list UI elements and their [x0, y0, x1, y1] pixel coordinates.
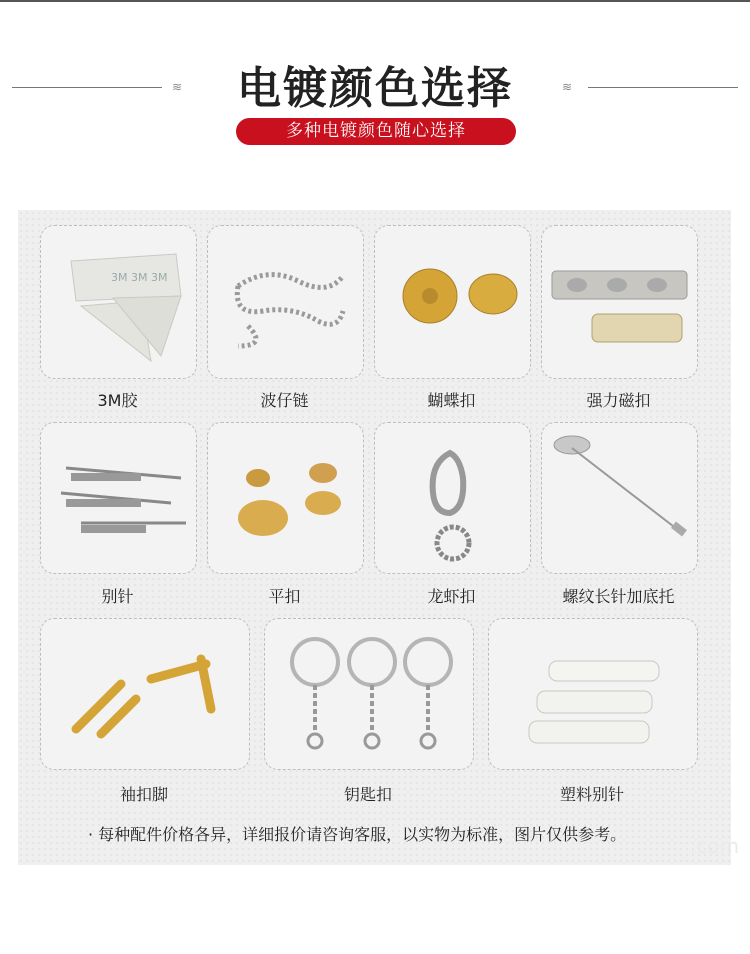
plastic-pin-image: [489, 619, 697, 769]
lobster-clasp-image: [375, 423, 530, 573]
card-stick-pin: [541, 422, 698, 574]
subtitle-badge: 多种电镀颜色随心选择: [236, 118, 516, 145]
label-safety-pin: 别针: [101, 587, 134, 606]
watermark: .com: [690, 834, 740, 858]
label-flat-clutch: 平扣: [268, 587, 301, 606]
svg-text:3M 3M 3M: 3M 3M 3M: [111, 271, 168, 284]
card-butterfly-clutch: [374, 225, 531, 379]
cufflink-base-image: [41, 619, 249, 769]
right-wave-icon: ≋: [562, 80, 573, 94]
stick-pin-image: [542, 423, 697, 573]
butterfly-clutch-image: [375, 226, 530, 378]
card-cufflink-base: [40, 618, 250, 770]
label-butterfly-clutch: 蝴蝶扣: [427, 391, 476, 410]
label-3m-adhesive: 3M胶: [97, 391, 138, 410]
label-lobster-clasp: 龙虾扣: [427, 587, 476, 606]
card-magnetic-clasp: [541, 225, 698, 379]
safety-pin-image: [41, 423, 196, 573]
label-plastic-pin: 塑料别针: [559, 785, 624, 804]
card-ball-chain: [207, 225, 364, 379]
card-flat-clutch: [207, 422, 364, 574]
flat-clutch-image: [208, 423, 363, 573]
right-divider-line: [588, 87, 738, 88]
card-key-ring: [264, 618, 474, 770]
left-wave-icon: ≋: [172, 80, 183, 94]
ball-chain-image: [208, 226, 363, 378]
card-3m-adhesive: [40, 225, 197, 379]
pricing-note: · 每种配件价格各异，详细报价请咨询客服，以实物为标准，图片仅供参考。: [88, 825, 627, 844]
page-title: 电镀颜色选择: [237, 63, 513, 114]
label-cufflink-base: 袖扣脚: [119, 785, 168, 804]
label-magnetic-clasp: 强力磁扣: [586, 391, 651, 410]
3m-adhesive-image: [41, 226, 196, 378]
label-key-ring: 钥匙扣: [343, 785, 392, 804]
card-safety-pin: [40, 422, 197, 574]
magnetic-clasp-image: [542, 226, 697, 378]
card-lobster-clasp: [374, 422, 531, 574]
label-ball-chain: 波仔链: [260, 391, 309, 410]
card-plastic-pin: [488, 618, 698, 770]
top-border: [0, 0, 750, 2]
key-ring-image: [265, 619, 473, 769]
label-stick-pin: 螺纹长针加底托: [562, 587, 675, 606]
